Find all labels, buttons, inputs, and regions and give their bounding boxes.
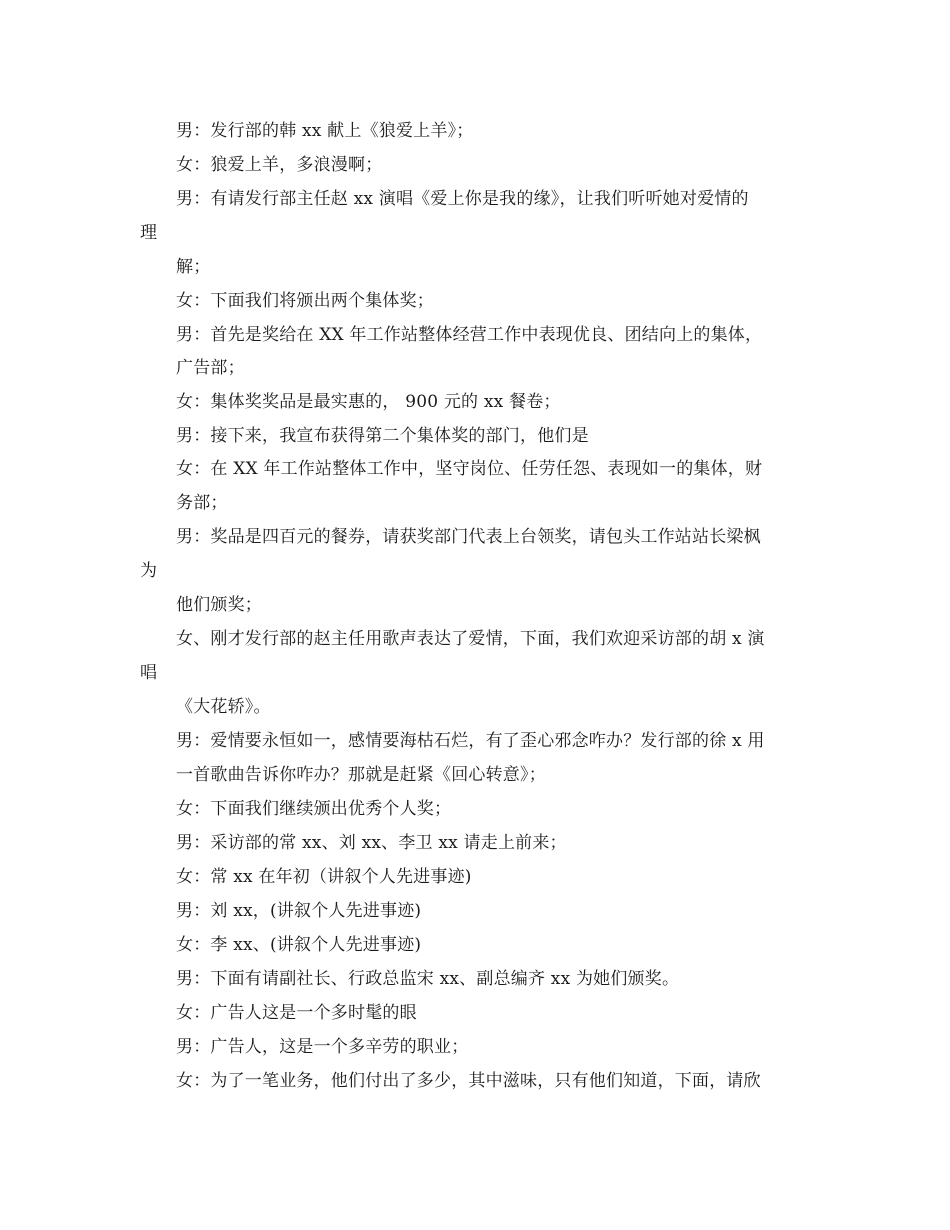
text-line: 女：下面我们将颁出两个集体奖；: [176, 291, 434, 311]
text-line: 女：李 xx、(讲叙个人先进事迹): [176, 935, 422, 955]
text-line: 女：狼爱上羊，多浪漫啊；: [176, 155, 383, 175]
text-line: 《大花轿》。: [176, 697, 271, 717]
text-line: 理: [140, 223, 158, 243]
text-line: 他们颁奖；: [176, 595, 262, 615]
text-line: 唱: [140, 663, 158, 683]
text-line: 女：下面我们继续颁出优秀个人奖；: [176, 799, 452, 819]
text-line: 女：广告人这是一个多时髦的眼: [176, 1003, 417, 1023]
text-line: 男：采访部的常 xx、刘 xx、李卫 xx 请走上前来；: [176, 833, 567, 853]
text-line: 男：接下来，我宣布获得第二个集体奖的部门，他们是: [176, 426, 589, 446]
text-line: 解；: [176, 257, 211, 277]
text-line: 男：首先是奖给在 XX 年工作站整体经营工作中表现优良、团结向上的集体，: [176, 325, 763, 345]
text-line: 男：发行部的韩 xx 献上《狼爱上羊》；: [176, 121, 474, 141]
text-line: 男：广告人，这是一个多辛劳的职业；: [176, 1037, 469, 1057]
text-line: 务部；: [176, 493, 228, 513]
text-line: 女、刚才发行部的赵主任用歌声表达了爱情，下面，我们欢迎采访部的胡 x 演: [176, 629, 765, 649]
text-line: 女：在 XX 年工作站整体工作中，坚守岗位、任劳任怨、表现如一的集体，财: [176, 459, 763, 479]
text-line: 一首歌曲告诉你咋办？那就是赶紧《回心转意》；: [176, 765, 546, 785]
text-line: 男：有请发行部主任赵 xx 演唱《爱上你是我的缘》，让我们听听她对爱情的: [176, 189, 749, 209]
text-line: 女：集体奖奖品是最实惠的， 900 元的 xx 餐卷；: [176, 392, 561, 412]
text-line: 女：常 xx 在年初（讲叙个人先进事迹): [176, 867, 472, 887]
text-line: 为: [140, 561, 158, 581]
text-line: 男：刘 xx，(讲叙个人先进事迹): [176, 901, 422, 921]
text-line: 女：为了一笔业务，他们付出了多少，其中滋味，只有他们知道，下面，请欣: [176, 1071, 761, 1091]
text-line: 男：下面有请副社长、行政总监宋 xx、副总编齐 xx 为她们颁奖。: [176, 969, 680, 989]
text-line: 男：爱情要永恒如一，感情要海枯石烂，有了歪心邪念咋办？发行部的徐 x 用: [176, 731, 765, 751]
text-line: 广告部；: [176, 358, 245, 378]
text-line: 男：奖品是四百元的餐券，请获奖部门代表上台领奖，请包头工作站站长梁枫: [176, 527, 761, 547]
